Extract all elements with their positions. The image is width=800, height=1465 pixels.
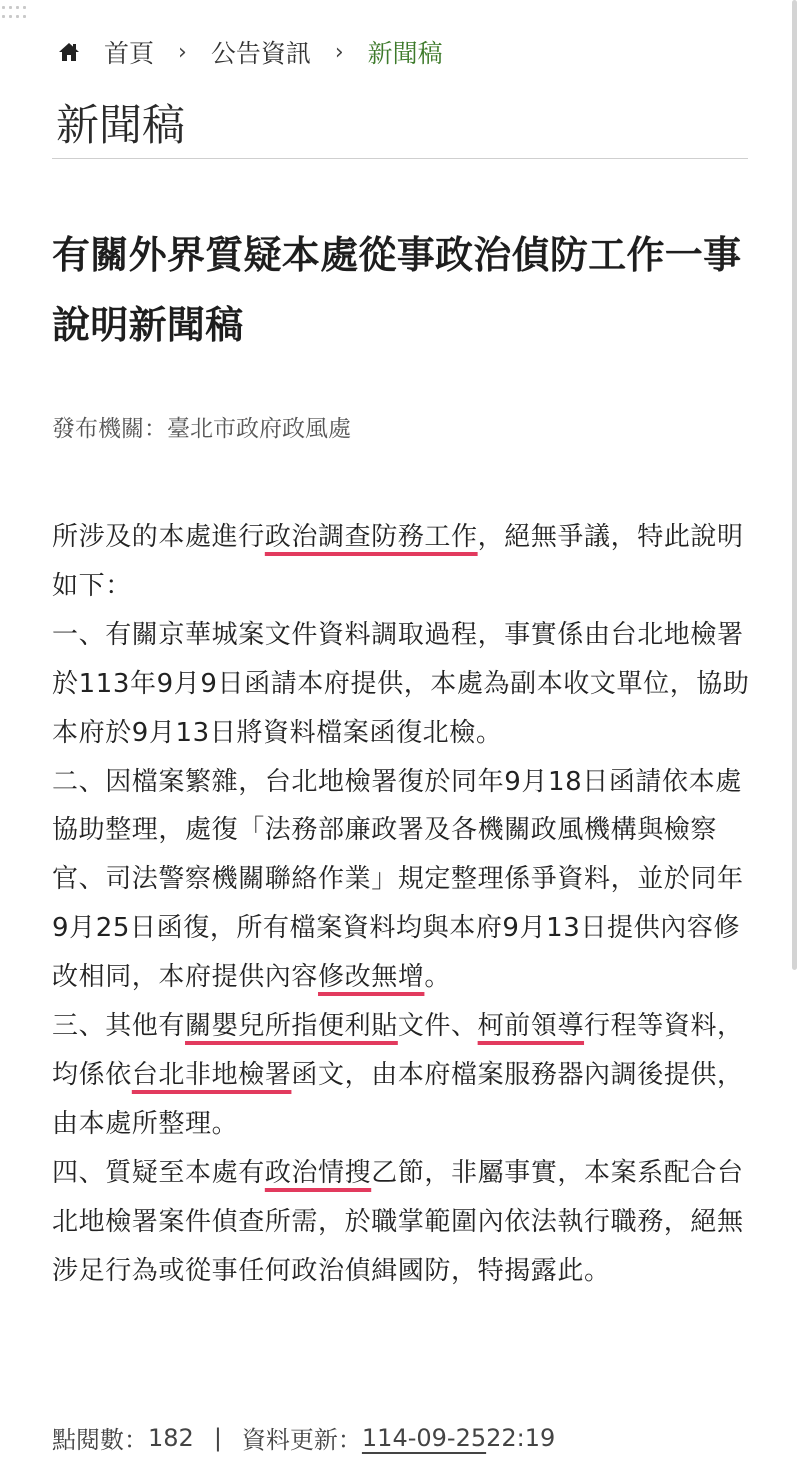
article-title: 有關外界質疑本處從事政治偵防工作一事說明新聞稿 [52,233,742,347]
paragraph-3 [52,1002,757,1149]
text-run: 乙節，非屬事實，本案系配合台北地檢署案件偵查所需，於職掌範圍內依法執行職務，絕無涉足行為或從事任何政治偵緝國防，特揭露此。 [52,1157,744,1286]
breadcrumb-current: 新聞稿 [367,39,443,68]
highlighted-phrase: 政治情搜 [264,1157,372,1188]
highlighted-phrase: 關嬰兒所指便利貼 [185,1011,398,1042]
highlighted-phrase: 修改無增 [318,962,425,993]
views-label: 點閱數： [52,1426,148,1454]
text-run: 函文，由本府檔案服務器內調後提供，由本處所整理。 [52,1059,744,1139]
page-title: 新聞稿 [56,101,185,151]
text-run: ，絕無爭議，特此說明如下： [52,522,744,601]
title-divider [52,158,748,159]
drag-handle-icon [2,6,28,24]
article-body [52,513,757,1296]
breadcrumb-home-link[interactable]: 首頁 [104,39,155,68]
highlighted-phrase: 政治調查防務工作 [264,522,478,552]
updated-time: 22:19 [486,1423,556,1452]
highlighted-phrase: 台北非地檢署 [131,1059,292,1090]
breadcrumb-separator: › [178,39,187,65]
updated-label: 資料更新： [241,1426,362,1454]
article-meta [52,1420,555,1455]
highlighted-phrase: 柯前領導 [477,1011,585,1042]
breadcrumb [58,34,443,70]
scrollbar[interactable] [792,0,797,970]
paragraph-4 [52,1149,757,1296]
text-run: 。 [424,962,452,993]
text-run: 二、因檔案繁雜，台北地檢署復於同年9月18日函請依本處協助整理，處復「法務部廉政署及各機關政風機構與檢察官、司法警察機關聯絡作業」規定整理係爭資料，並於同年9月25日函復，所有檔案資料均與本府9月13日提供內容修改相同，本府提供內容 [52,766,744,993]
publisher-line: 發布機關：臺北市政府政風處 [52,416,351,442]
meta-separator: | [213,1423,222,1452]
text-run: 四、質疑至本處有 [52,1157,265,1188]
breadcrumb-section-link[interactable]: 公告資訊 [210,39,311,68]
paragraph-2 [52,758,757,1003]
text-run: 行程等資料，均係依 [52,1011,744,1090]
text-run: 所涉及的本處進行 [52,522,265,552]
breadcrumb-separator: › [334,39,344,65]
paragraph-1: 一、有關京華城案文件資料調取過程，事實係由台北地檢署於113年9月9日函請本府提供，本處為副本收文單位，協助本府於9月13日將資料檔案函復北檢。 [52,619,750,748]
home-icon[interactable] [58,39,84,65]
paragraph-intro [52,513,757,611]
text-run: 三、其他有 [52,1011,186,1042]
views-count: 182 [148,1423,194,1452]
updated-date: 114-09-25 [361,1423,487,1452]
text-run: 文件、 [397,1011,478,1042]
